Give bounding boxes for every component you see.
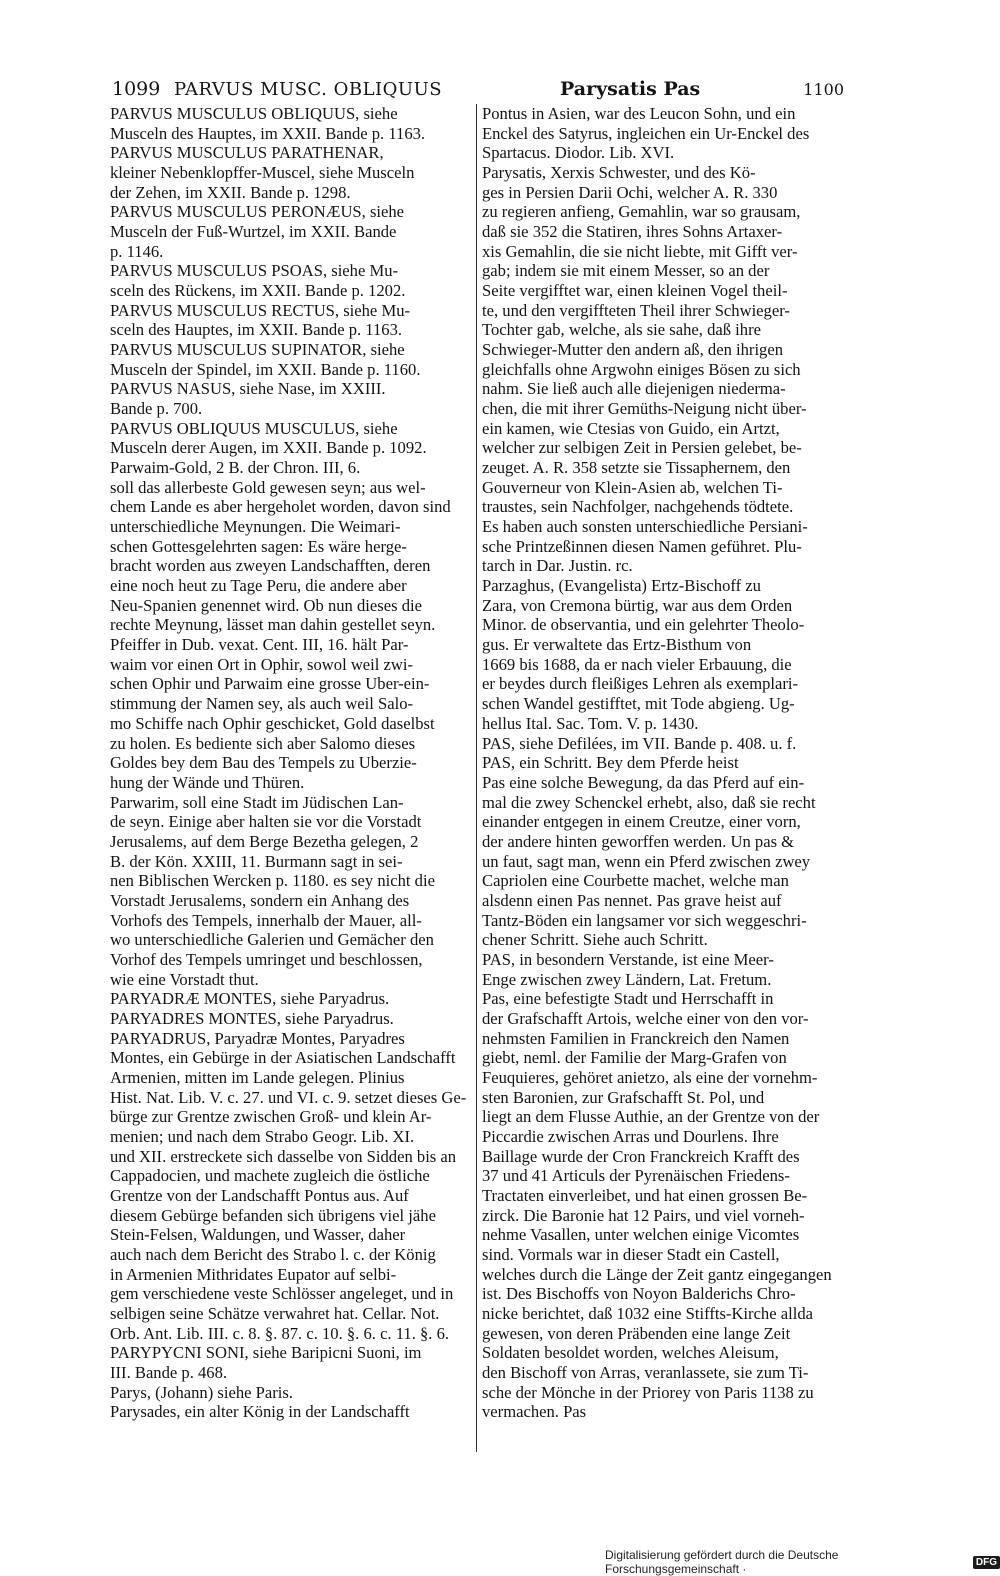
text-line: Musceln derer Augen, im XXII. Bande p. 1092. — [110, 438, 427, 458]
text-line: hung der Wände und Thüren. — [110, 772, 305, 792]
text-line: Minor. de observantia, und ein gelehrter Theolo- — [482, 615, 805, 635]
text-line: sceln des Hauptes, im XXII. Bande p. 1163. — [110, 320, 403, 340]
text-line: alsdenn einen Pas nennet. Pas grave heist auf — [482, 890, 782, 910]
text-line: welcher zur selbigen Zeit in Persien gelebet, be- — [482, 438, 802, 458]
text-line: in Armenien Mithridates Eupator auf selbi- — [110, 1264, 397, 1284]
text-line: Pfeiffer in Dub. vexat. Cent. III, 16. hält Par- — [110, 635, 409, 655]
text-line: xis Gemahlin, die sie nicht liebte, mit Gifft ver- — [482, 241, 798, 261]
text-line: Tractaten einverleibet, und hat einen grossen Be- — [482, 1185, 808, 1205]
text-line: Orb. Ant. Lib. III. c. 8. §. 87. c. 10. §. 6. c. 11. §. 6. — [110, 1323, 450, 1343]
text-line: bracht worden aus zweyen Landschafften, deren — [110, 556, 431, 576]
text-line: Vorhofs des Tempels, innerhalb der Mauer, all- — [110, 910, 422, 930]
text-line: Gouverneur von Klein-Asien ab, welchen Ti- — [482, 477, 783, 497]
text-line: mo Schiffe nach Ophir geschicket, Gold daselbst — [110, 713, 435, 733]
text-line: PARVUS OBLIQUUS MUSCULUS, siehe — [110, 418, 398, 438]
text-line: welches durch die Länge der Zeit gantz eingegangen — [482, 1264, 832, 1284]
text-line: de seyn. Einige aber halten sie vor die Vorstadt — [110, 812, 422, 832]
text-line: schen Gottesgelehrten sagen: Es wäre herge- — [110, 536, 407, 556]
text-line: sten Baronien, zur Grafschafft St. Pol, und — [482, 1087, 765, 1107]
funding-footer — [605, 1548, 1000, 1576]
right-column — [482, 104, 842, 1422]
text-line: Es haben auch sonsten unterschiedliche Persiani- — [482, 517, 808, 537]
text-line: eine noch heut zu Tage Peru, die andere aber — [110, 576, 407, 596]
text-line: PARVUS MUSCULUS OBLIQUUS, siehe — [110, 104, 398, 123]
text-line: sceln des Rückens, im XXII. Bande p. 1202. — [110, 281, 406, 301]
right-page-number: 1100 — [803, 80, 844, 99]
text-line: nehmsten Familien in Franckreich den Namen — [482, 1028, 790, 1048]
text-line: PARYADRUS, Paryadræ Montes, Paryadres — [110, 1028, 405, 1048]
text-line: Tantz-Böden ein langsamer vor sich weggeschri- — [482, 910, 807, 930]
text-line: den Bischoff von Arras, veranlassete, sie zum Ti- — [482, 1363, 809, 1382]
text-line: Vorstadt Jerusalems, sondern ein Anhang des — [110, 890, 410, 910]
text-line: 37 und 41 Articuls der Pyrenäischen Friedens- — [482, 1166, 790, 1186]
text-line: gewesen, von deren Präbenden eine lange Zeit — [482, 1323, 791, 1343]
text-line: PAS, ein Schritt. Bey dem Pferde heist — [482, 753, 739, 773]
text-line: Hist. Nat. Lib. V. c. 27. und VI. c. 9. setzet dieses Ge- — [110, 1087, 467, 1107]
text-line: Tochter gab, welche, als sie sahe, daß ihre — [482, 320, 761, 340]
text-line: daß sie 352 die Statiren, ihres Sohns Artaxer- — [482, 222, 783, 242]
text-line: ein kamen, wie Ctesias von Guido, ein Artzt, — [482, 418, 780, 438]
text-line: Jerusalems, auf dem Berge Bezetha gelegen, 2 — [110, 831, 419, 851]
text-line: bürge zur Grentze zwischen Groß- und klein Ar- — [110, 1107, 432, 1127]
text-line: Pas, eine befestigte Stadt und Herrschafft in — [482, 989, 774, 1009]
text-line: Parysatis, Xerxis Schwester, und des Kö- — [482, 163, 756, 183]
text-line: kleiner Nebenklopffer-Muscel, siehe Musceln — [110, 163, 415, 183]
text-line: nehme Vasallen, unter welchen einige Vicomtes — [482, 1225, 800, 1245]
text-line: Feuquieres, gehöret anietzo, als eine der vornehm- — [482, 1067, 818, 1087]
text-line: Vorhof des Tempels umringet und beschlossen, — [110, 949, 423, 969]
text-line: rechte Meynung, lässet man dahin gestellet seyn. — [110, 615, 436, 635]
text-line: gleichfalls ohne Argwohn einiges Bösen zu sich — [482, 359, 801, 379]
text-line: wie eine Vorstadt thut. — [110, 969, 259, 989]
text-line: te, und den vergiffteten Theil ihrer Schwieger- — [482, 300, 790, 320]
text-line: traustes, sein Nachfolger, nachgehends tödtete. — [482, 497, 794, 517]
text-line: Neu-Spanien genennet wird. Ob nun dieses die — [110, 595, 422, 615]
text-line: un faut, sagt man, wenn ein Pferd zwischen zwey — [482, 851, 811, 871]
text-line: Enge zwischen zwey Ländern, Lat. Fretum. — [482, 969, 772, 989]
text-line: zirck. Die Baronie hat 12 Pairs, und viel vorneh- — [482, 1205, 805, 1225]
text-line: Baillage wurde der Cron Franckreich Krafft des — [482, 1146, 800, 1166]
text-line: sche Printzeßinnen diesen Namen geführet. Plu- — [482, 536, 802, 556]
left-running-title: PARVUS MUSC. OBLIQUUS — [174, 79, 443, 100]
text-line: er beydes durch fleißiges Lehren als exemplari- — [482, 674, 799, 694]
text-line: PARYADRÆ MONTES, siehe Paryadrus. — [110, 989, 390, 1009]
text-line: schen Ophir und Parwaim eine grosse Uber-ein- — [110, 674, 430, 694]
text-line: chener Schritt. Siehe auch Schritt. — [482, 930, 708, 950]
text-line: PAS, in besondern Verstande, ist eine Meer- — [482, 949, 774, 969]
text-line: zeuget. A. R. 358 setzte sie Tissaphernem, den — [482, 458, 791, 478]
text-line: diesem Gebürge befanden sich übrigens viel jähe — [110, 1205, 436, 1225]
text-line: Goldes bey dem Bau des Tempels zu Uberzie- — [110, 753, 417, 773]
text-line: Musceln des Hauptes, im XXII. Bande p. 1163. — [110, 123, 426, 143]
dfg-logo: DFG — [973, 1556, 1000, 1569]
text-line: Pas eine solche Bewegung, da das Pferd auf ein- — [482, 772, 805, 792]
text-line: zu holen. Es bediente sich aber Salomo dieses — [110, 733, 416, 753]
text-line: auch nach dem Bericht des Strabo l. c. der König — [110, 1244, 436, 1264]
text-line: PARVUS MUSCULUS PSOAS, siehe Mu- — [110, 261, 399, 281]
text-line: nahm. Sie ließ auch alle diejenigen niederma- — [482, 379, 786, 399]
text-line: soll das allerbeste Gold gewesen seyn; aus wel- — [110, 477, 426, 497]
text-line: giebt, neml. der Familie der Marg-Grafen von — [482, 1048, 787, 1068]
text-line: Cappadocien, und machete zugleich die östliche — [110, 1166, 430, 1186]
text-line: PARVUS NASUS, siehe Nase, im XXIII. — [110, 379, 386, 399]
text-line: der Grafschafft Artois, welche einer von den vor- — [482, 1008, 809, 1028]
text-line: Grentze von der Landschafft Pontus aus. Auf — [110, 1185, 409, 1205]
text-line: Parwarim, soll eine Stadt im Jüdischen Lan- — [110, 792, 404, 812]
text-line: PARVUS MUSCULUS SUPINATOR, siehe — [110, 340, 405, 360]
text-line: Musceln der Fuß-Wurtzel, im XXII. Bande — [110, 222, 397, 242]
text-line: wo unterschiedliche Galerien und Gemächer den — [110, 930, 434, 950]
text-line: B. der Kön. XXIII, 11. Burmann sagt in sei- — [110, 851, 403, 871]
text-line: der Zehen, im XXII. Bande p. 1298. — [110, 182, 351, 202]
text-line: PARYPYCNI SONI, siehe Baripicni Suoni, im — [110, 1343, 422, 1363]
text-line: Parys, (Johann) siehe Paris. — [110, 1382, 293, 1402]
text-line: ist. Des Bischoffs von Noyon Balderichs Chro- — [482, 1284, 796, 1304]
text-line: Musceln der Spindel, im XXII. Bande p. 1160. — [110, 359, 421, 379]
text-line: chem Lande es aber hergeholet worden, davon sind — [110, 497, 451, 517]
text-line: Armenien, mitten im Lande gelegen. Plinius — [110, 1067, 405, 1087]
text-line: Schwieger-Mutter den andern aß, den ihrigen — [482, 340, 784, 360]
text-line: der andere hinten geworffen werden. Un pas & — [482, 831, 795, 851]
text-line: und XII. erstreckete sich dasselbe von Sidden bis an — [110, 1146, 457, 1166]
text-line: Soldaten besoldet worden, welches Aleisum, — [482, 1343, 779, 1363]
footer-text: Digitalisierung gefördert durch die Deutsche Forschungsgemeinschaft · — [605, 1548, 839, 1576]
text-line: Parzaghus, (Evangelista) Ertz-Bischoff zu — [482, 576, 761, 596]
text-line: schen Wandel gestifftet, mit Tode abgieng. Ug- — [482, 694, 795, 714]
text-line: gus. Er verwaltete das Ertz-Bisthum von — [482, 635, 752, 655]
text-line: einander entgegen in einem Creutze, einer vorn, — [482, 812, 801, 832]
text-line: Bande p. 700. — [110, 399, 203, 419]
text-line: zu regieren anfieng, Gemahlin, war so grausam, — [482, 202, 801, 222]
text-line: PARYADRES MONTES, siehe Paryadrus. — [110, 1008, 394, 1028]
text-line: III. Bande p. 468. — [110, 1363, 228, 1382]
text-line: PARVUS MUSCULUS PARATHENAR, — [110, 143, 384, 163]
text-line: Seite vergifftet war, einen kleinen Vogel theil- — [482, 281, 788, 301]
text-line: Parwaim-Gold, 2 B. der Chron. III, 6. — [110, 458, 361, 478]
text-line: PARVUS MUSCULUS PERONÆUS, siehe — [110, 202, 405, 222]
text-line: Piccardie zwischen Arras und Dourlens. Ihre — [482, 1126, 779, 1146]
text-line: ges in Persien Darii Ochi, welcher A. R. 330 — [482, 182, 778, 202]
text-line: mal die zwey Schenckel erhebt, also, daß sie recht — [482, 792, 816, 812]
text-line: Parysades, ein alter König in der Landschafft — [110, 1402, 410, 1422]
text-line: PAS, siehe Defilées, im VII. Bande p. 408. u. f. — [482, 733, 797, 753]
text-line: hellus Ital. Sac. Tom. V. p. 1430. — [482, 713, 699, 733]
text-line: menien; und nach dem Strabo Geogr. Lib. XI. — [110, 1126, 415, 1146]
text-line: sche der Mönche in der Priorey von Paris 1138 zu — [482, 1382, 814, 1402]
running-header — [108, 76, 842, 104]
text-line: nen Biblischen Wercken p. 1180. es sey nicht die — [110, 871, 435, 891]
text-line: Montes, ein Gebürge in der Asiatischen Landschafft — [110, 1048, 456, 1068]
text-line: stimmung der Namen sey, als auch weil Salo- — [110, 694, 414, 714]
text-line: Zara, von Cremona bürtig, war aus dem Orden — [482, 595, 793, 615]
text-line: PARVUS MUSCULUS RECTUS, siehe Mu- — [110, 300, 411, 320]
text-line: nicke berichtet, daß 1032 eine Stiffts-Kirche allda — [482, 1303, 813, 1323]
text-line: Capriolen eine Courbette machet, welche man — [482, 871, 789, 891]
text-line: unterschiedliche Meynungen. Die Weimari- — [110, 517, 401, 537]
text-line: p. 1146. — [110, 241, 164, 261]
text-line: Pontus in Asien, war des Leucon Sohn, und ein — [482, 104, 796, 123]
text-line: gem verschiedene veste Schlösser angeleget, und in — [110, 1284, 454, 1304]
text-line: Spartacus. Diodor. Lib. XVI. — [482, 143, 675, 163]
text-line: selbigen seine Schätze verwahret hat. Cellar. Not. — [110, 1303, 440, 1323]
text-line: 1669 bis 1688, da er nach vieler Erbauung, die — [482, 654, 792, 674]
text-line: Enckel des Satyrus, ingleichen ein Ur-Enckel des — [482, 123, 810, 143]
text-line: Stein-Felsen, Waldungen, und Wasser, daher — [110, 1225, 406, 1245]
left-page-number: 1099 — [112, 78, 161, 100]
text-line: tarch in Dar. Justin. rc. — [482, 556, 633, 576]
left-column — [110, 104, 470, 1422]
text-line: waim vor einen Ort in Ophir, sowol weil zwi- — [110, 654, 414, 674]
text-line: sind. Vormals war in dieser Stadt ein Castell, — [482, 1244, 780, 1264]
text-line: vermachen. Pas — [482, 1402, 587, 1422]
text-line: gab; indem sie mit einem Messer, so an der — [482, 261, 770, 281]
text-line: liegt an dem Flusse Authie, an der Grentze von der — [482, 1107, 820, 1127]
right-running-title: Parysatis Pas — [560, 78, 701, 100]
text-line: chen, die mit ihrer Gemüths-Neigung nicht über- — [482, 399, 807, 419]
